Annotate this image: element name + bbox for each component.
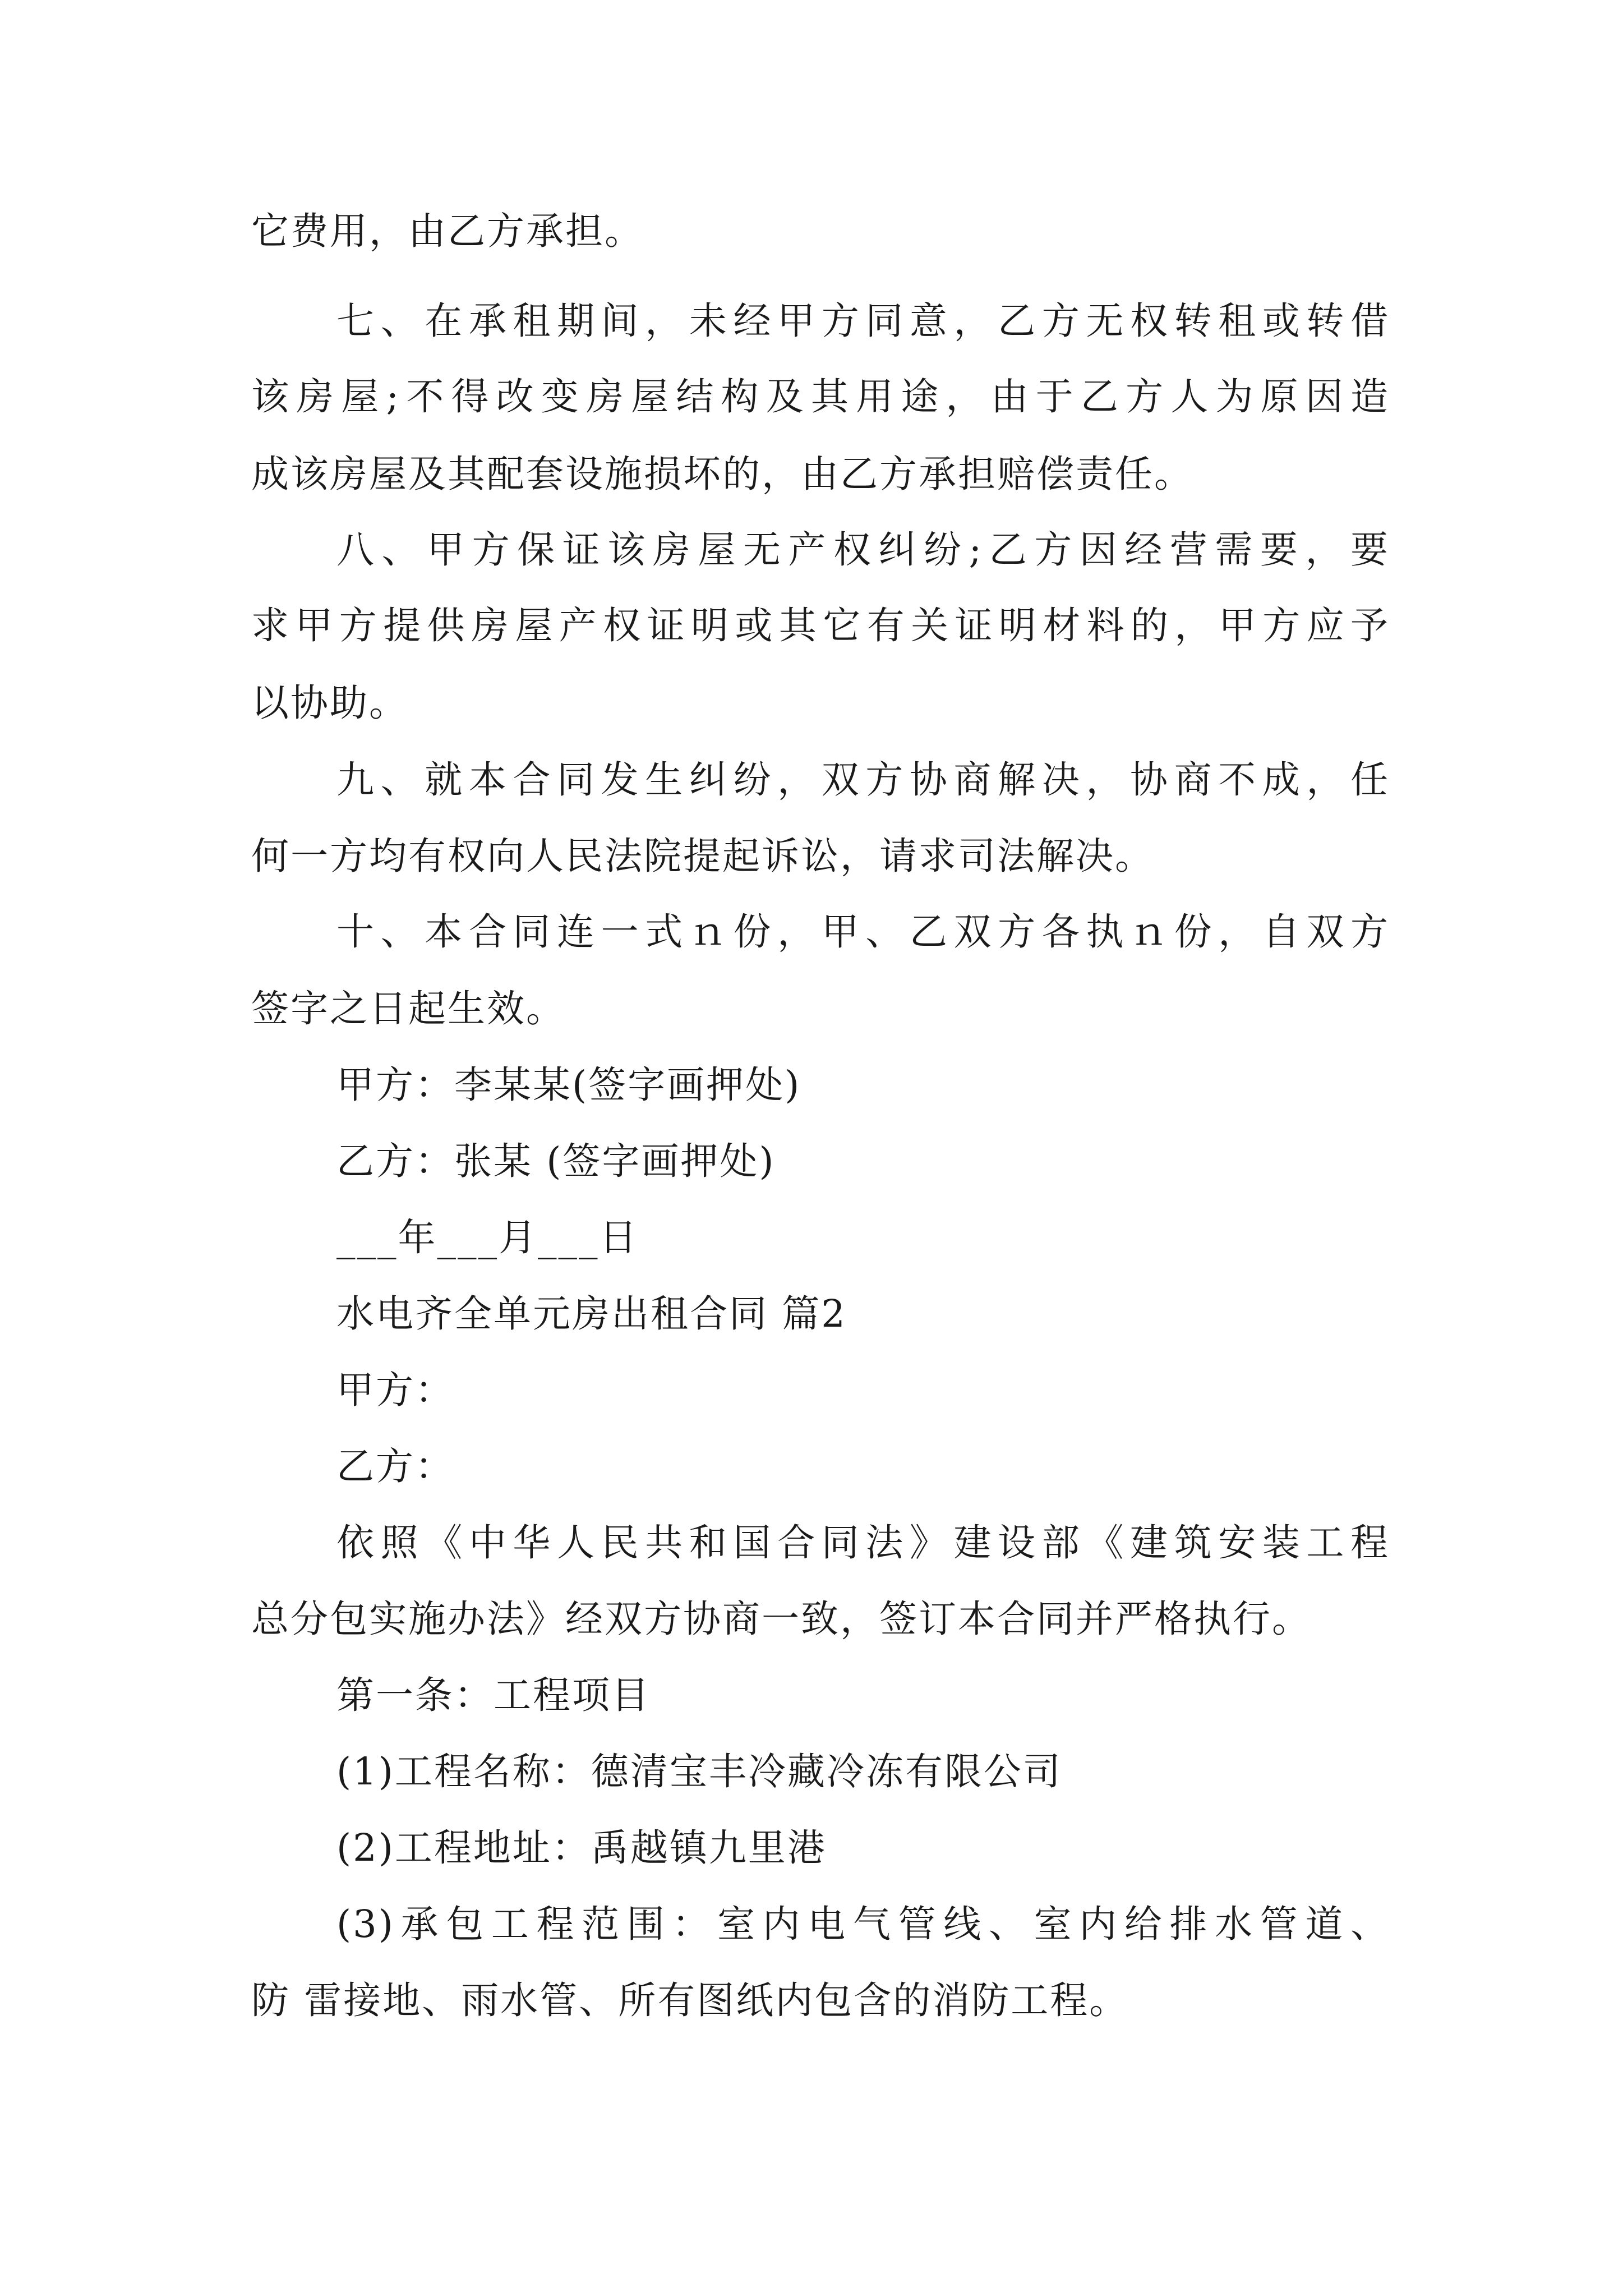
- text-line: 八、甲方保证该房屋无产权纠纷;乙方因经营需要，要: [336, 528, 1390, 572]
- party-a-label: 甲方：: [336, 1368, 454, 1412]
- text-line: 七、在承租期间，未经甲方同意，乙方无权转租或转借: [336, 299, 1390, 343]
- section-title: 水电齐全单元房出租合同 篇2: [336, 1292, 847, 1336]
- text-line: 该房屋;不得改变房屋结构及其用途，由于乙方人为原因造: [251, 375, 1390, 418]
- date-line: ___年___月___日: [336, 1216, 639, 1259]
- text-line: 以协助。: [251, 681, 408, 725]
- text-line: 总分包实施办法》经双方协商一致，签订本合同并严格执行。: [251, 1597, 1311, 1641]
- text-line: 九、就本合同发生纠纷，双方协商解决，协商不成，任: [336, 758, 1390, 802]
- text-line: 防 雷接地、雨水管、所有图纸内包含的消防工程。: [251, 1978, 1129, 2022]
- text-line: (2)工程地址：禹越镇九里港: [336, 1826, 827, 1870]
- text-line: 依照《中华人民共和国合同法》建设部《建筑安装工程: [336, 1521, 1390, 1565]
- signature-party-b: 乙方：张某 (签字画押处): [336, 1139, 776, 1183]
- party-b-label: 乙方：: [336, 1444, 454, 1488]
- signature-party-a: 甲方：李某某(签字画押处): [336, 1063, 801, 1107]
- text-line: (1)工程名称：德清宝丰冷藏冷冻有限公司: [336, 1750, 1062, 1793]
- text-line: 求甲方提供房屋产权证明或其它有关证明材料的，甲方应予: [251, 604, 1390, 647]
- text-line: (3)承包工程范围：室内电气管线、室内给排水管道、: [336, 1902, 1390, 1946]
- text-line: 签字之日起生效。: [251, 987, 565, 1030]
- text-line: 十、本合同连一式ｎ份，甲、乙双方各执ｎ份，自双方: [336, 910, 1390, 954]
- text-line: 成该房屋及其配套设施损坏的，由乙方承担赔偿责任。: [251, 452, 1193, 496]
- article-heading: 第一条：工程项目: [336, 1673, 651, 1717]
- text-line: 何一方均有权向人民法院提起诉讼，请求司法解决。: [251, 834, 1154, 878]
- text-line: 它费用，由乙方承担。: [251, 209, 644, 253]
